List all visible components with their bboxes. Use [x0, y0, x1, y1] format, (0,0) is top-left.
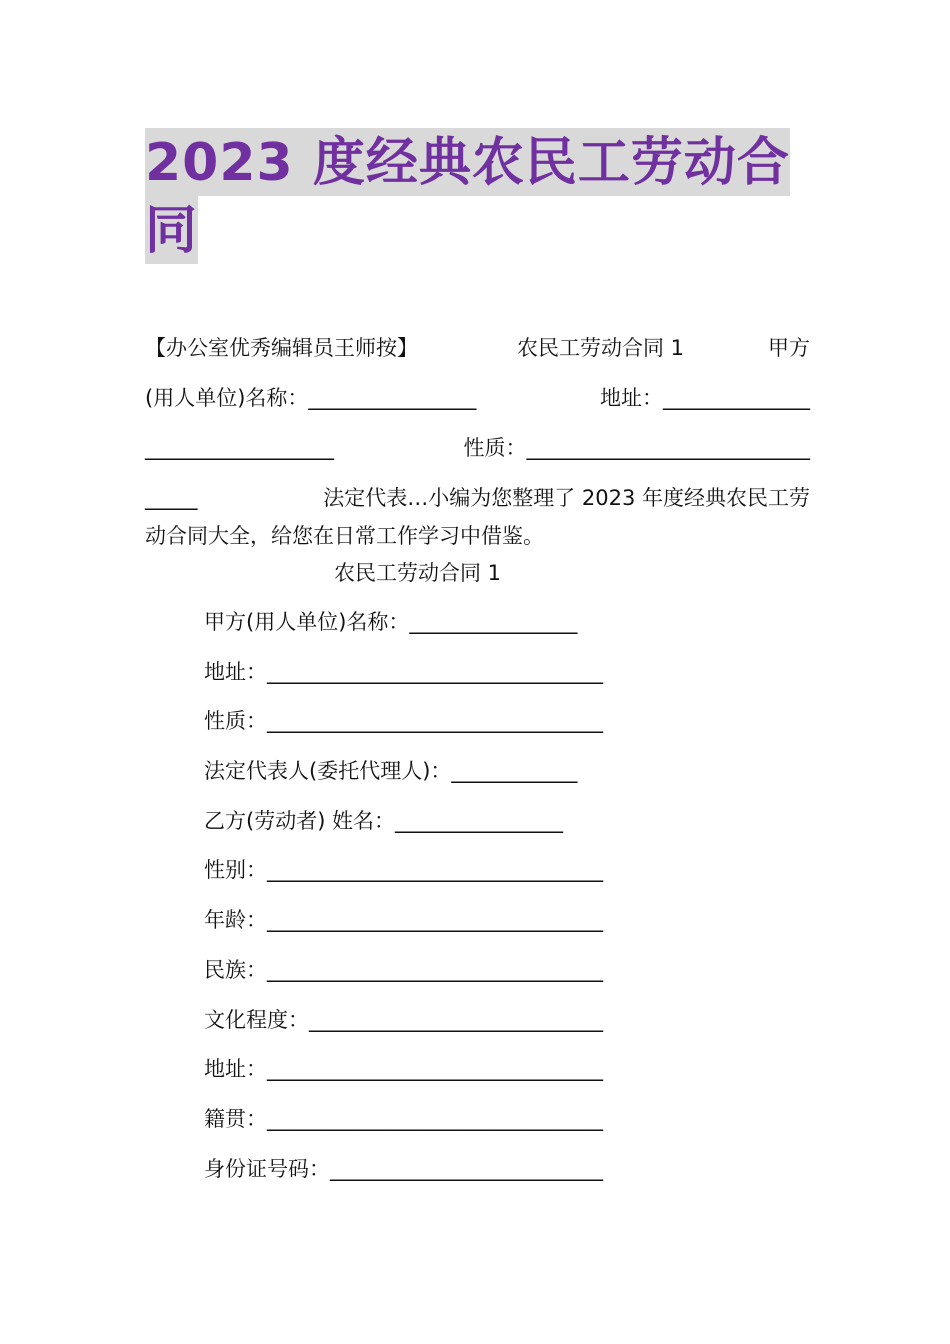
contract-heading: 农民工劳动合同 1	[333, 561, 502, 585]
title-line-2: 同	[145, 196, 198, 264]
intro-summary-start: 法定代表…小编为您整理了 2023 年度经典农民工劳	[323, 486, 810, 510]
field-id-number: 身份证号码：__________________________	[204, 1157, 603, 1181]
field-legal-representative: 法定代表人(委托代理人)：____________	[204, 759, 578, 783]
intro-row-1	[145, 333, 810, 363]
field-worker-address: 地址：________________________________	[204, 1057, 603, 1081]
field-ethnicity: 民族：________________________________	[204, 958, 603, 982]
intro-blank-short: _____	[145, 486, 198, 510]
intro-row-5	[145, 521, 810, 551]
field-employer-name: 甲方(用人单位)名称：________________	[204, 610, 578, 634]
intro-row-4	[145, 483, 810, 513]
intro-source-note: 【办公室优秀编辑员王师按】	[145, 336, 418, 360]
field-employer-nature: 性质：________________________________	[204, 709, 603, 733]
field-employer-address: 地址：________________________________	[204, 660, 603, 684]
intro-row-2	[145, 383, 810, 413]
field-age: 年龄：________________________________	[204, 908, 603, 932]
intro-party-a: 甲方	[768, 336, 810, 360]
intro-summary-end: 动合同大全，给您在日常工作学习中借鉴。	[145, 524, 544, 548]
intro-nature: 性质：___________________________	[463, 436, 810, 460]
intro-contract-title: 农民工劳动合同 1	[517, 336, 685, 360]
intro-blank: __________________	[145, 436, 334, 460]
field-gender: 性别：________________________________	[204, 858, 603, 882]
intro-address: 地址：______________	[600, 386, 810, 410]
title-line-1: 2023 度经典农民工劳动合	[145, 128, 790, 196]
field-worker-name: 乙方(劳动者) 姓名：________________	[204, 809, 564, 833]
field-native-place: 籍贯：________________________________	[204, 1107, 603, 1131]
intro-row-3	[145, 433, 810, 463]
intro-employer-name: (用人单位)名称：________________	[145, 386, 477, 410]
field-education: 文化程度：____________________________	[204, 1008, 603, 1032]
document-title	[145, 128, 810, 264]
